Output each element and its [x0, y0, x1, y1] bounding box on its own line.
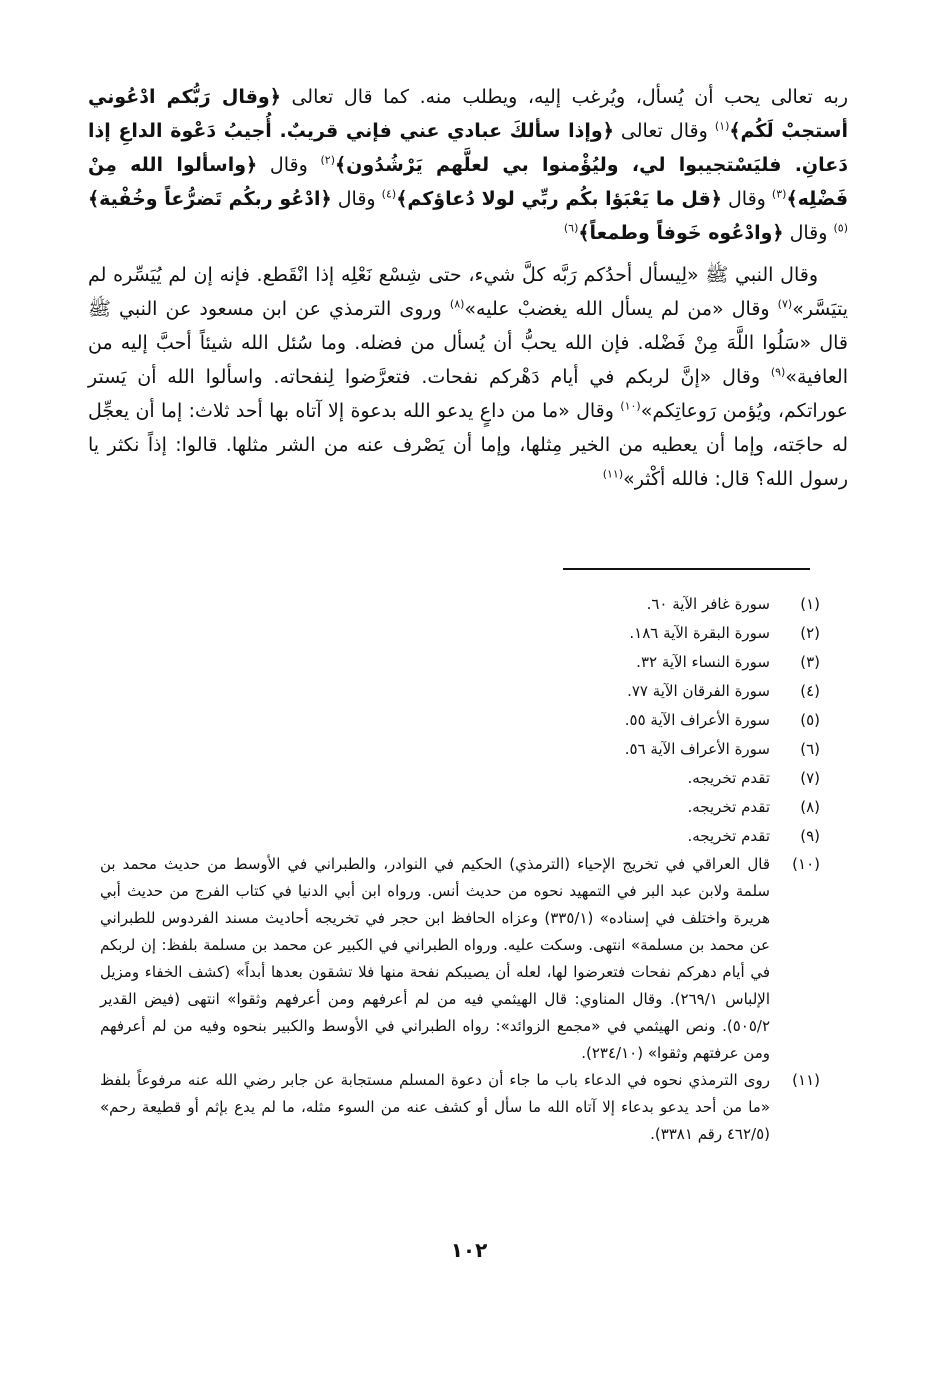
footnote-ref-8[interactable]: (٨): [449, 297, 465, 311]
footnote-number: (٦): [800, 740, 820, 758]
footnote-item: [100, 735, 820, 764]
footnote-ref-10[interactable]: (١٠): [620, 399, 641, 413]
footnote-item: [100, 764, 820, 793]
footnote-text: تقدم تخريجه.: [687, 798, 770, 816]
footnote-separator: [563, 568, 810, 570]
footnote-number: (١٠): [792, 855, 820, 873]
footnote-ref-1[interactable]: (١): [714, 119, 730, 133]
footnote-number: (٩): [800, 827, 820, 845]
footnote-item: [100, 793, 820, 822]
footnote-ref-6[interactable]: (٦): [563, 221, 579, 235]
footnote-ref-7[interactable]: (٧): [777, 297, 793, 311]
paragraph-2: [88, 258, 848, 496]
text-span: وقال تعالى: [613, 120, 715, 142]
footnote-text: سورة البقرة الآية ١٨٦.: [629, 624, 770, 642]
footnote-text: تقدم تخريجه.: [687, 827, 770, 845]
footnote-item: [100, 1067, 820, 1148]
footnote-text: سورة الأعراف الآية ٥٥.: [624, 711, 770, 729]
quran-verse: ﴿وقال رَبُّكم ادْعُوني أستجبْ لَكُم﴾: [88, 86, 849, 142]
text-span: وقال «من لم يسأل الله يغضبْ عليه»: [464, 298, 778, 320]
text-span: وقال النبي ﷺ «لِيسأل أحدُكم رَبَّه كلَّ شيء، حتى شِسْع نَعْلِه إذا انْقَطع. فإنه إن لم يُيَسِّره لم يتيَسَّر»: [88, 264, 848, 320]
footnote-ref-2[interactable]: (٢): [320, 153, 335, 167]
text-span: ربه تعالى يحب أن يُسأل، ويُرغب إليه، ويطلب منه. كما قال تعالى: [280, 86, 849, 108]
footnote-ref-3[interactable]: (٣): [771, 187, 787, 201]
footnote-text: سورة غافر الآية ٦٠.: [646, 595, 770, 613]
footnote-number: (١): [800, 595, 820, 613]
main-text: [88, 80, 848, 504]
footnote-ref-5[interactable]: (٥): [833, 221, 848, 235]
footnote-text: تقدم تخريجه.: [687, 769, 770, 787]
footnote-item: [100, 648, 820, 677]
footnote-ref-4[interactable]: (٤): [381, 187, 397, 201]
text-span: وقال: [783, 222, 834, 244]
footnote-item: [100, 706, 820, 735]
paragraph-1: [88, 80, 848, 250]
footnote-number: (٤): [800, 682, 820, 700]
quran-verse: ﴿قل ما يَعْبَؤا بكُم ربِّي لولا دُعاؤكم﴾: [396, 188, 722, 210]
footnote-ref-11[interactable]: (١١): [602, 467, 624, 481]
footnote-number: (١١): [792, 1071, 820, 1089]
footnote-number: (٥): [800, 711, 820, 729]
footnote-item: [100, 851, 820, 1067]
text-span: وقال «ما من داعٍ يدعو الله بدعوة إلا آتاه بها أحد ثلاث: إما أن يعجِّل له حاجَته، وإما أن يعطيه من الخير مِثلها، وإما أن يَصْرف عنه من الشر مثلها. قالوا: إذاً نكثر يا رسول الله؟ قال: فالله أكْثر»: [88, 400, 848, 490]
page-number: ١٠٢: [450, 1238, 488, 1262]
text-span: وقال «إنَّ لربكم في أيام دَهْركم نفحات. فتعرَّضوا لِنفحاته. واسألوا الله أن يَستر عوراتكم، ويُؤمن رَوعاتِكم»: [88, 366, 848, 422]
footnote-item: [100, 677, 820, 706]
footnote-text: سورة الفرقان الآية ٧٧.: [627, 682, 770, 700]
quran-verse: ﴿ادْعُو ربكُم تَضرُّعاً وخُفْية﴾: [88, 188, 332, 210]
quran-verse: ﴿واسألوا الله مِنْ فَضْلِه﴾: [88, 154, 849, 210]
text-span: وقال: [257, 154, 321, 176]
footnote-item: [100, 822, 820, 851]
text-span: وقال: [331, 188, 382, 210]
footnote-number: (٨): [800, 798, 820, 816]
quran-verse: ﴿وإذا سألكَ عبادي عني فإني قريبٌ. أُجيبُ دَعْوة الداعِ إذا دَعانِ. فليَسْتجيبوا لي، وليُؤْمنوا بي لعلَّهم يَرْشُدُون﴾: [88, 120, 848, 176]
footnote-text: سورة الأعراف الآية ٥٦.: [624, 740, 770, 758]
footnote-item: [100, 619, 820, 648]
text-span: وروى الترمذي عن ابن مسعود عن النبي ﷺ قال «سَلُوا اللَّهَ مِنْ فَضْله. فإن الله يحبُّ أن يُسأل من فضله. وما سُئل الله شيئاً أحبَّ إليه من العافية»: [88, 298, 848, 388]
footnote-number: (٢): [800, 624, 820, 642]
footnote-text: روى الترمذي نحوه في الدعاء باب ما جاء أن دعوة المسلم مستجابة عن جابر رضي الله عنه مرفوعاً بلفظ «ما من أحد يدعو بدعاء إلا آتاه الله ما سأل أو كشف عنه من السوء مثله، ما لم يدع بإثم أو قطيعة رحم» (٤٦٢/٥ رقم ٣٣٨١).: [100, 1071, 770, 1143]
text-span: وقال: [721, 188, 772, 210]
footnote-item: [100, 590, 820, 619]
footnote-number: (٣): [800, 653, 820, 671]
footnote-text: قال العراقي في تخريج الإحياء (الترمذي) الحكيم في النوادر، والطبراني في الأوسط من حديث محمد بن سلمة ولابن عبد البر في التمهيد نحوه من حديث أنس. ورواه ابن أبي الدنيا في كتاب الفرج من حديث أبي هريرة واختلف في إسناده» (٣٣٥/١) وعزاه الحافظ ابن حجر في تخريجه أحاديث مسند الفردوس للطبراني عن محمد بن مسلمة» انتهى. وسكت عليه. ورواه الطبراني في الكبير عن محمد بن مسلمة بلفظ: إن لربكم في أيام دهركم نفحات فتعرضوا لها، لعله أن يصيبكم نفحة منها فلا تشقون بعدها أبداً» (كشف الخفاء ومزيل الإلباس ٢٦٩/١). وقال المناوي: قال الهيثمي فيه من لم أعرفهم ومن أعرفهم وثقوا» انتهى (فيض القدير ٥٠٥/٢). ونص الهيثمي في «مجمع الزوائد»: رواه الطبراني في الأوسط والكبير بنحوه وفيه من لم أعرفهم ومن عرفتهم وثقوا» (٢٣٤/١٠).: [100, 855, 771, 1062]
footnotes-list: [100, 590, 820, 1148]
footnote-number: (٧): [800, 769, 820, 787]
footnote-ref-9[interactable]: (٩): [770, 365, 786, 379]
footnote-text: سورة النساء الآية ٣٢.: [636, 653, 770, 671]
quran-verse: ﴿وادْعُوه خَوفاً وطمعاً﴾: [578, 222, 784, 244]
